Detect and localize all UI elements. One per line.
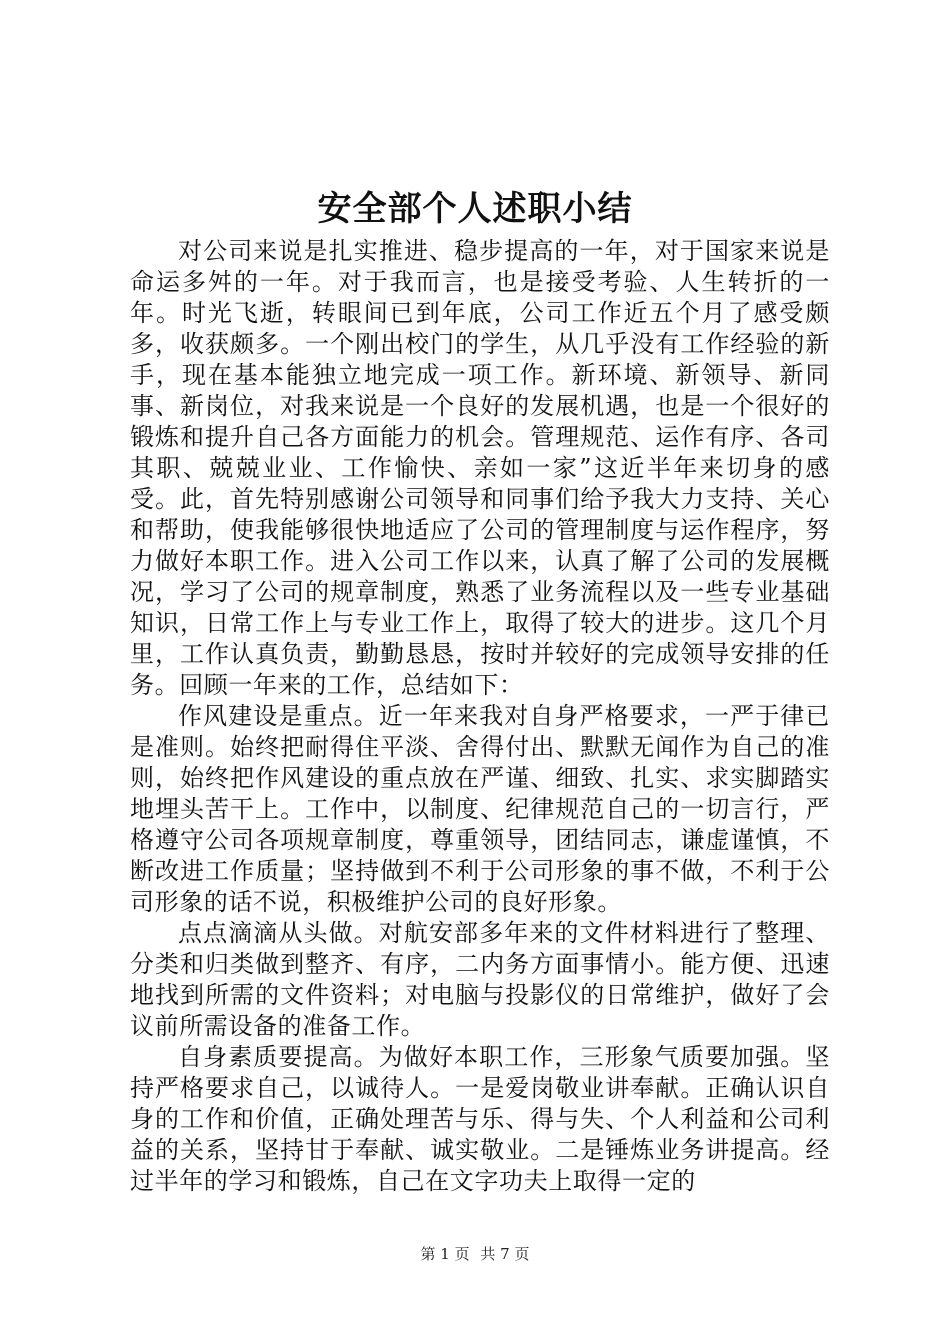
document-body xyxy=(130,236,830,1197)
document-title: 安全部个人述职小结 xyxy=(317,189,633,229)
paragraph-details: 点点滴滴从头做。对航安部多年来的文件材料进行了整理、分类和归类做到整齐、有序，二内务方面事情小。能方便、迅速地找到所需的文件资料；对电脑与投影仪的日常维护，做好了会议前所需设备的准备工作。 xyxy=(130,919,830,1040)
paragraph-self-improvement: 自身素质要提高。为做好本职工作，三形象气质要加强。坚持严格要求自己，以诚待人。一是爱岗敬业讲奉献。正确认识自身的工作和价值，正确处理苦与乐、得与失、个人利益和公司利益的关系，坚持甘于奉献、诚实敬业。二是锤炼业务讲提高。经过半年的学习和锻炼，自己在文字功夫上取得一定的 xyxy=(130,1043,830,1195)
page-footer xyxy=(0,1244,950,1264)
paragraph-intro: 对公司来说是扎实推进、稳步提高的一年，对于国家来说是命运多舛的一年。对于我而言，也是接受考验、人生转折的一年。时光飞逝，转眼间已到年底，公司工作近五个月了感受颇多，收获颇多。一个刚出校门的学生，从几乎没有工作经验的新手，现在基本能独立地完成一项工作。新环境、新领导、新同事、新岗位，对我来说是一个良好的发展机遇，也是一个很好的锻炼和提升自己各方面能力的机会。管理规范、运作有序、各司其职、兢兢业业、工作愉快、亲如一家”这近半年来切身的感受。此，首先特别感谢公司领导和同事们给予我大力支持、关心和帮助，使我能够很快地适应了公司的管理制度与运作程序，努力做好本职工作。进入公司工作以来，认真了解了公司的发展概况，学习了公司的规章制度，熟悉了业务流程以及一些专业基础知识，日常工作上与专业工作上，取得了较大的进步。这几个月里，工作认真负责，勤勤恳恳，按时并较好的完成领导安排的任务。回顾一年来的工作，总结如下： xyxy=(130,237,830,699)
page-total: 共 7 页 xyxy=(480,1245,530,1263)
paragraph-work-style: 作风建设是重点。近一年来我对自身严格要求，一严于律已是准则。始终把耐得住平淡、舍得付出、默默无闻作为自己的准则，始终把作风建设的重点放在严谨、细致、扎实、求实脚踏实地埋头苦干上。工作中，以制度、纪律规范自己的一切言行，严格遵守公司各项规章制度，尊重领导，团结同志，谦虚谨慎，不断改进工作质量；坚持做到不利于公司形象的事不做，不利于公司形象的话不说，积极维护公司的良好形象。 xyxy=(130,702,830,916)
page-number: 第 1 页 xyxy=(420,1245,470,1263)
